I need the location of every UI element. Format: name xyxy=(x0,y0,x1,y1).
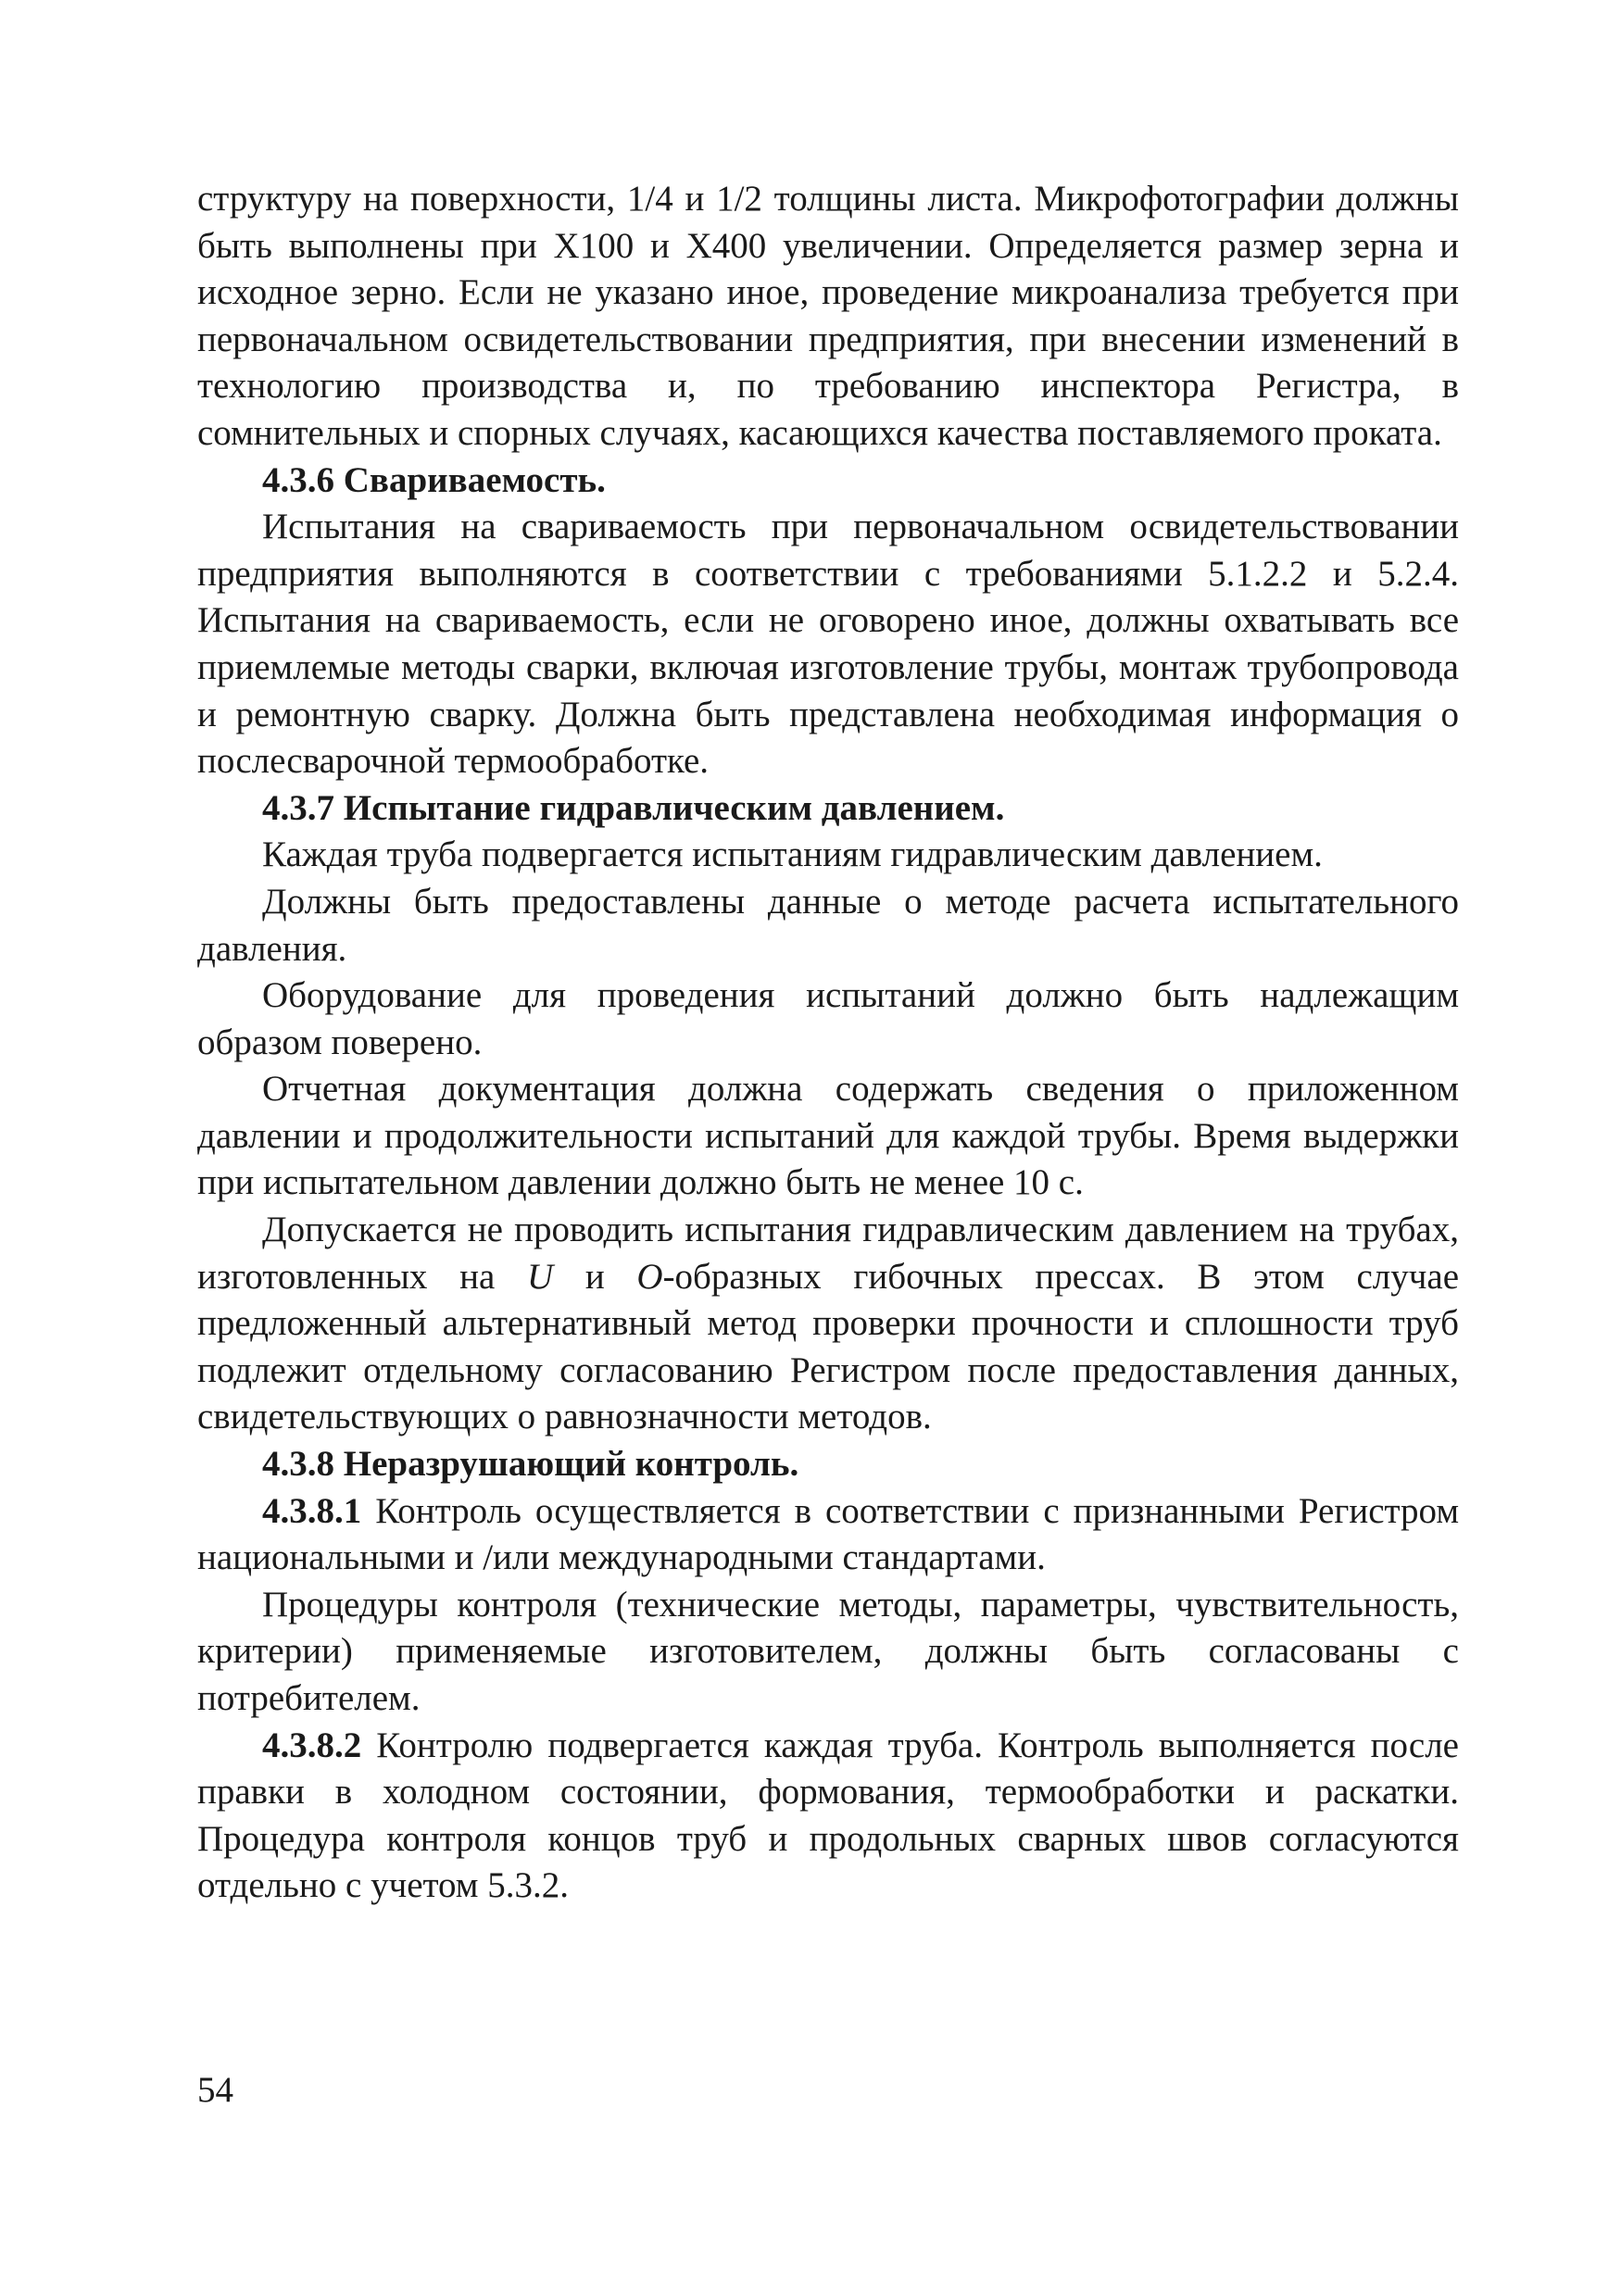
italic-letter-u: U xyxy=(526,1256,554,1297)
paragraph-ndt-standards xyxy=(197,1488,1459,1582)
heading-ndt: 4.3.8 Неразрушающий контроль. xyxy=(262,1444,799,1485)
paragraph-text: -образных гибочных прессах. В этом случае предложенный альтернативный метод проверки прочности и сплошности труб подлежит отдельному согласованию Регистром после предоставления данных, свидетельствующих о равнозначности методов. xyxy=(197,1256,1459,1437)
paragraph-text: Контролю подвергается каждая труба. Контроль выполняется после правки в холодном состоянии, формования, термообработки и раскатки. Процедура контроля концов труб и продольных сварных швов согласуются отдельно с учетом 5.3.2. xyxy=(197,1725,1459,1906)
paragraph-ndt-each-pipe xyxy=(197,1723,1459,1910)
italic-letter-o: O xyxy=(636,1256,663,1297)
clause-number: 4.3.8.1 xyxy=(262,1490,362,1531)
page-number: 54 xyxy=(197,2070,233,2110)
paragraph-microanalysis: структуру на поверхности, 1/4 и 1/2 толщины листа. Микрофотографии должны быть выполнены при Х100 и Х400 увеличении. Определяется размер зерна и исходное зерно. Если не указано иное, проведение микроанализа требуется при первоначальном освидетельствовании предприятия, при внесении изменений в технологию производства и, по требованию инспектора Регистра, в сомнительных и спорных случаях, касающихся качества поставляемого проката. xyxy=(197,179,1459,453)
paragraph-text: Контроль осуществляется в соответствии с признанными Регистром национальными и /или международными стандартами. xyxy=(197,1490,1459,1578)
paragraph-hydraulic-each-pipe: Каждая труба подвергается испытаниям гидравлическим давлением. xyxy=(262,834,1323,875)
heading-hydraulic-test: 4.3.7 Испытание гидравлическим давлением. xyxy=(262,787,1005,828)
paragraph-ndt-procedures: Процедуры контроля (технические методы, параметры, чувствительность, критерии) применяемые изготовителем, должны быть согласованы с потребителем. xyxy=(197,1584,1459,1718)
paragraph-text: и xyxy=(553,1256,637,1297)
paragraph-hydraulic-exemption xyxy=(197,1207,1459,1441)
paragraph-weldability: Испытания на свариваемость при первоначальном освидетельствовании предприятия выполняются в соответствии с требованиями 5.1.2.2 и 5.2.4. Испытания на свариваемость, если не оговорено иное, должны охватывать все приемлемые методы сварки, включая изготовление трубы, монтаж трубопровода и ремонтную сварку. Должна быть представлена необходимая информация о послесварочной термообработке. xyxy=(197,507,1459,782)
paragraph-text: Допускается не проводить испытания гидравлическим давлением на трубах, изготовленных на xyxy=(197,1210,1459,1297)
paragraph-hydraulic-calc: Должны быть предоставлены данные о методе расчета испытательного давления. xyxy=(197,881,1459,969)
page-body xyxy=(197,176,1459,1910)
clause-number: 4.3.8.2 xyxy=(262,1725,362,1765)
heading-weldability: 4.3.6 Свариваемость. xyxy=(262,459,606,500)
paragraph-hydraulic-report: Отчетная документация должна содержать сведения о приложенном давлении и продолжительности испытаний для каждой трубы. Время выдержки при испытательном давлении должно быть не менее 10 с. xyxy=(197,1069,1459,1203)
paragraph-hydraulic-equipment: Оборудование для проведения испытаний должно быть надлежащим образом поверено. xyxy=(197,975,1459,1062)
